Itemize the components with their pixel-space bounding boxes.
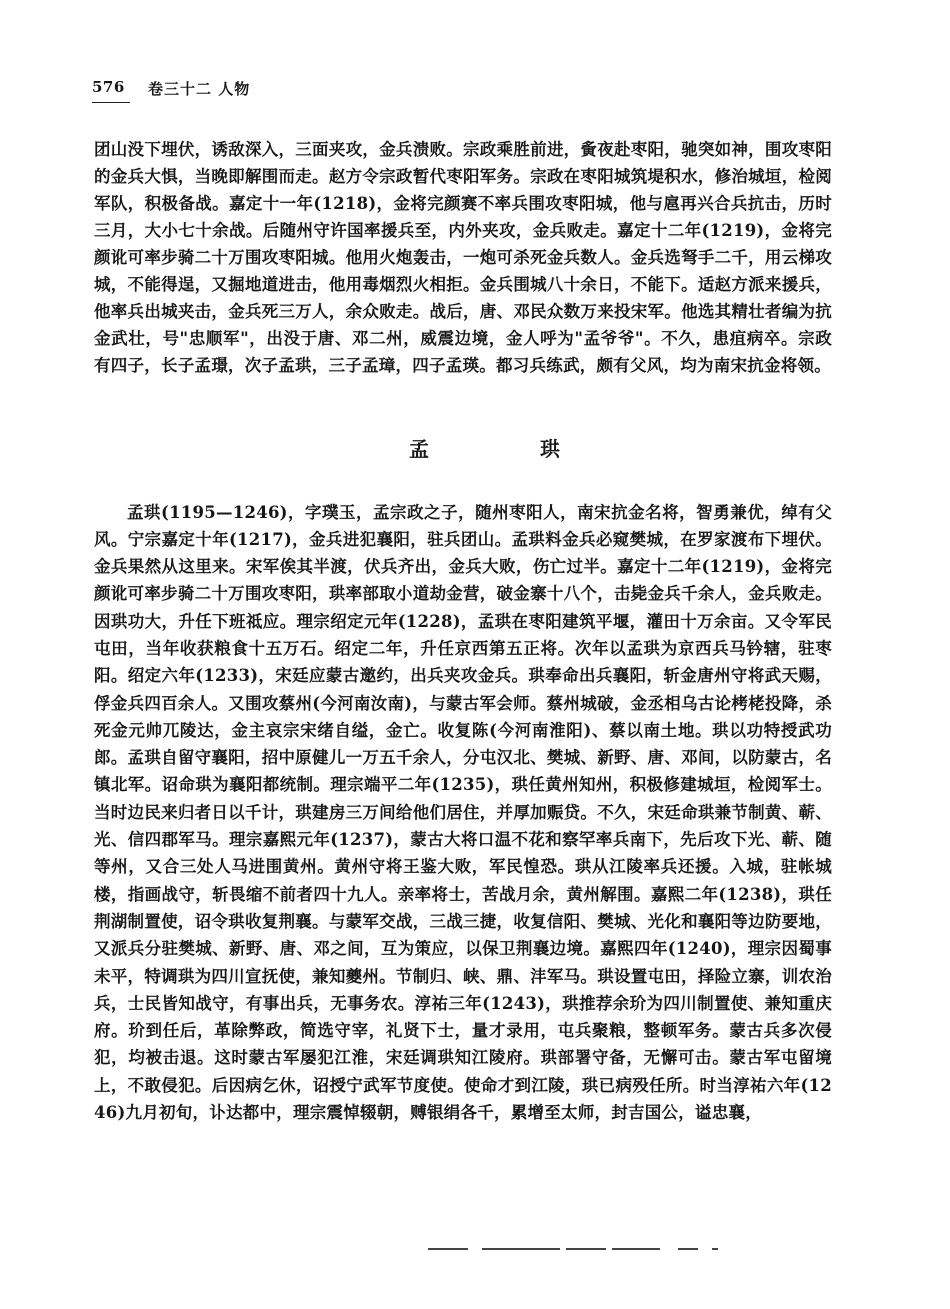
page-number: 576 — [92, 78, 125, 96]
header-rule — [92, 102, 130, 103]
scan-artifact — [678, 1248, 698, 1250]
scan-artifact — [612, 1248, 660, 1250]
scan-artifact — [566, 1248, 606, 1250]
intro-paragraph: 团山没下埋伏，诱敌深入，三面夹攻，金兵溃败。宗政乘胜前进，夤夜赴枣阳，驰突如神，围攻枣阳的金兵大惧，当晚即解围而走。赵方令宗政暂代枣阳军务。宗政在枣阳城筑堤积水，修治城垣，检阅军队，积极备战。嘉定十一年(1218)，金将完颜赛不率兵围攻枣阳城，他与扈再兴合兵抗击，历时三月，大小七十余战。后随州守许国率援兵至，内外夹攻，金兵败走。嘉定十二年(1219)，金将完颜讹可率步骑二十万围攻枣阳城。他用火炮轰击，一炮可杀死金兵数人。金兵选弩手二千，用云梯攻城，不能得逞，又掘地道进击，他用毒烟烈火相拒。金兵围城八十余日，不能下。适赵方派来援兵，他率兵出城夹击，金兵死三万人，余众败走。战后，唐、邓民众数万来投宋军。他选其精壮者编为抗金武壮，号"忠顺军"，出没于唐、邓二州，威震边境，金人呼为"孟爷爷"。不久，患疽病卒。宗政有四子，长子孟璟，次子孟珙，三子孟璋，四子孟瑛。都习兵练武，颇有父风，均为南宋抗金将领。 — [94, 139, 832, 376]
chapter-label: 卷三十二 人物 — [148, 80, 251, 98]
section-title: 孟 珙 — [409, 437, 612, 461]
scan-artifact — [428, 1248, 468, 1250]
scan-artifact — [482, 1248, 560, 1250]
scan-artifact — [712, 1248, 718, 1250]
biography-paragraph: 孟珙(1195—1246)，字璞玉，孟宗政之子，随州枣阳人，南宋抗金名将，智勇兼优，绰有父风。宁宗嘉定十年(1217)，金兵进犯襄阳，驻兵团山。孟珙料金兵必窥樊城，在罗家渡布下埋伏。金兵果然从这里来。宋军俟其半渡，伏兵齐出，金兵大败，伤亡过半。嘉定十二年(1219)，金将完颜讹可率步骑二十万围攻枣阳，珙率部取小道劫金营，破金寨十八个，击毙金兵千余人，金兵败走。因珙功大，升任下班祗应。理宗绍定元年(1228)，孟珙在枣阳建筑平堰，灌田十万余亩。又令军民屯田，当年收获粮食十五万石。绍定二年，升任京西第五正将。次年以孟珙为京西兵马钤辖，驻枣阳。绍定六年(1233)，宋廷应蒙古邀约，出兵夹攻金兵。珙奉命出兵襄阳，斩金唐州守将武天赐，俘金兵四百余人。又围攻蔡州(今河南汝南)，与蒙古军会师。蔡州城破，金丞相乌古论栲栳投降，杀死金元帅兀陵达，金主哀宗宋绪自缢，金亡。收复陈(今河南淮阳)、蔡以南土地。珙以功特授武功郎。孟珙自留守襄阳，招中原健儿一万五千余人，分屯汉北、樊城、新野、唐、邓间，以防蒙古，名镇北军。诏命珙为襄阳都统制。理宗端平二年(1235)，珙任黄州知州，积极修建城垣，检阅军士。当时边民来归者日以千计，珙建房三万间给他们居住，并厚加赈贷。不久，宋廷命珙兼节制黄、蕲、光、信四郡军马。理宗嘉熙元年(1237)，蒙古大将口温不花和察罕率兵南下，先后攻下光、蕲、随等州，又合三处人马进围黄州。黄州守将王鉴大败，军民惶恐。珙从江陵率兵还援。入城，驻帐城楼，指画战守，斩畏缩不前者四十九人。亲率将士，苦战月余，黄州解围。嘉熙二年(1238)，珙任荆湖制置使，诏令珙收复荆襄。与蒙军交战，三战三捷，收复信阳、樊城、光化和襄阳等边防要地，又派兵分驻樊城、新野、唐、邓之间，互为策应，以保卫荆襄边境。嘉熙四年(1240)，理宗因蜀事未平，特调珙为四川宣抚使，兼知夔州。节制归、峡、鼎、沣军马。珙设置屯田，择险立寨，训农治兵，士民皆知战守，有事出兵，无事务农。淳祐三年(1243)，珙推荐余玠为四川制置使、兼知重庆府。玠到任后，革除弊政，简选守宰，礼贤下士，量才录用，屯兵聚粮，整顿军务。蒙古兵多次侵犯，均被击退。这时蒙古军屡犯江淮，宋廷调珙知江陵府。珙部署守备，无懈可击。蒙古军屯留境上，不敢侵犯。后因病乞休，诏授宁武军节度使。使命才到江陵，珙已病殁任所。时当淳祐六年(1246)九月初旬，讣达都中，理宗震悼辍朝，赙银绢各千，累增至太师，封吉国公，谥忠襄， — [94, 502, 832, 1123]
running-header — [92, 78, 292, 108]
